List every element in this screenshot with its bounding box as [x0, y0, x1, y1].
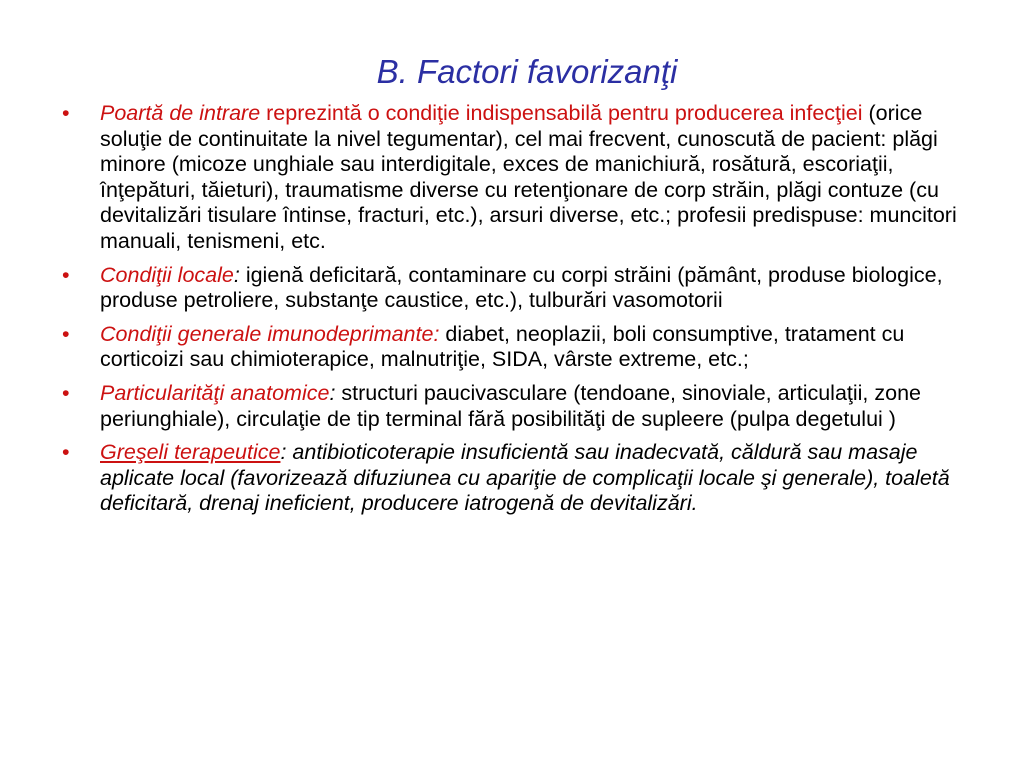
list-item-poarta-de-intrare — [62, 101, 972, 255]
item-body: structuri paucivasculare (tendoane, sinoviale, articulaţii, zone periunghiale), circulaţie de tip terminal fără posibilităţi de supleere (pulpa degetului ) — [100, 380, 922, 431]
item-lead: Condiţii generale imunodeprimante: — [100, 321, 440, 346]
list-item-conditii-locale — [62, 263, 972, 314]
item-body: (orice soluţie de continuitate la nivel tegumentar), cel mai frecvent, cunoscută de pacient: plăgi minore (micoze unghiale sau interdigitale, exces de manichiură, rosătură, escoriaţii, înţepături, tăieturi), traumatisme diverse cu retenţionare de corp străin, plăgi contuze (cu devitalizări tisulare întinse, fracturi, etc.), arsuri diverse, etc.; profesii predispuse: muncitori manuali, tenismeni, etc. — [100, 101, 957, 253]
item-body: antibioticoterapie insuficientă sau inadecvată, căldură sau masaje aplicate local (favorizează difuziunea cu apariţie de complicaţii locale şi generale), toaletă deficitară, drenaj ineficient, producere iatrogenă de devitalizări. — [100, 440, 950, 516]
bullet-icon: • — [62, 101, 70, 125]
item-lead: Condiţii locale — [100, 262, 234, 287]
list-item-conditii-generale — [62, 322, 972, 373]
list-item-greseli-terapeutice — [62, 440, 972, 517]
slide-title: B. Factori favorizanţi — [376, 53, 678, 90]
item-lead-colon: : — [233, 262, 240, 287]
list-item-particularitati-anatomice — [62, 381, 972, 432]
bullet-list — [62, 101, 972, 525]
item-lead: Particularităţi anatomice — [100, 380, 330, 405]
item-lead-continuation: reprezintă o condiţie indispensabilă pentru producerea infecţiei — [260, 101, 863, 125]
item-lead: Greşeli terapeutice — [100, 440, 281, 465]
bullet-icon: • — [62, 440, 70, 465]
bullet-icon: • — [62, 380, 70, 405]
bullet-icon: • — [62, 262, 70, 287]
item-lead-colon: : — [280, 440, 287, 465]
item-lead-colon: : — [329, 380, 336, 405]
item-body: diabet, neoplazii, boli consumptive, tratament cu corticoizi sau chimioterapice, malnutriţie, SIDA, vârste extreme, etc.; — [100, 321, 905, 372]
bullet-icon: • — [62, 321, 70, 346]
item-lead: Poartă de intrare — [100, 101, 261, 125]
item-body: igienă deficitară, contaminare cu corpi străini (pământ, produse biologice, produse petroliere, substanţe caustice, etc.), tulburări vasomotorii — [100, 262, 943, 313]
